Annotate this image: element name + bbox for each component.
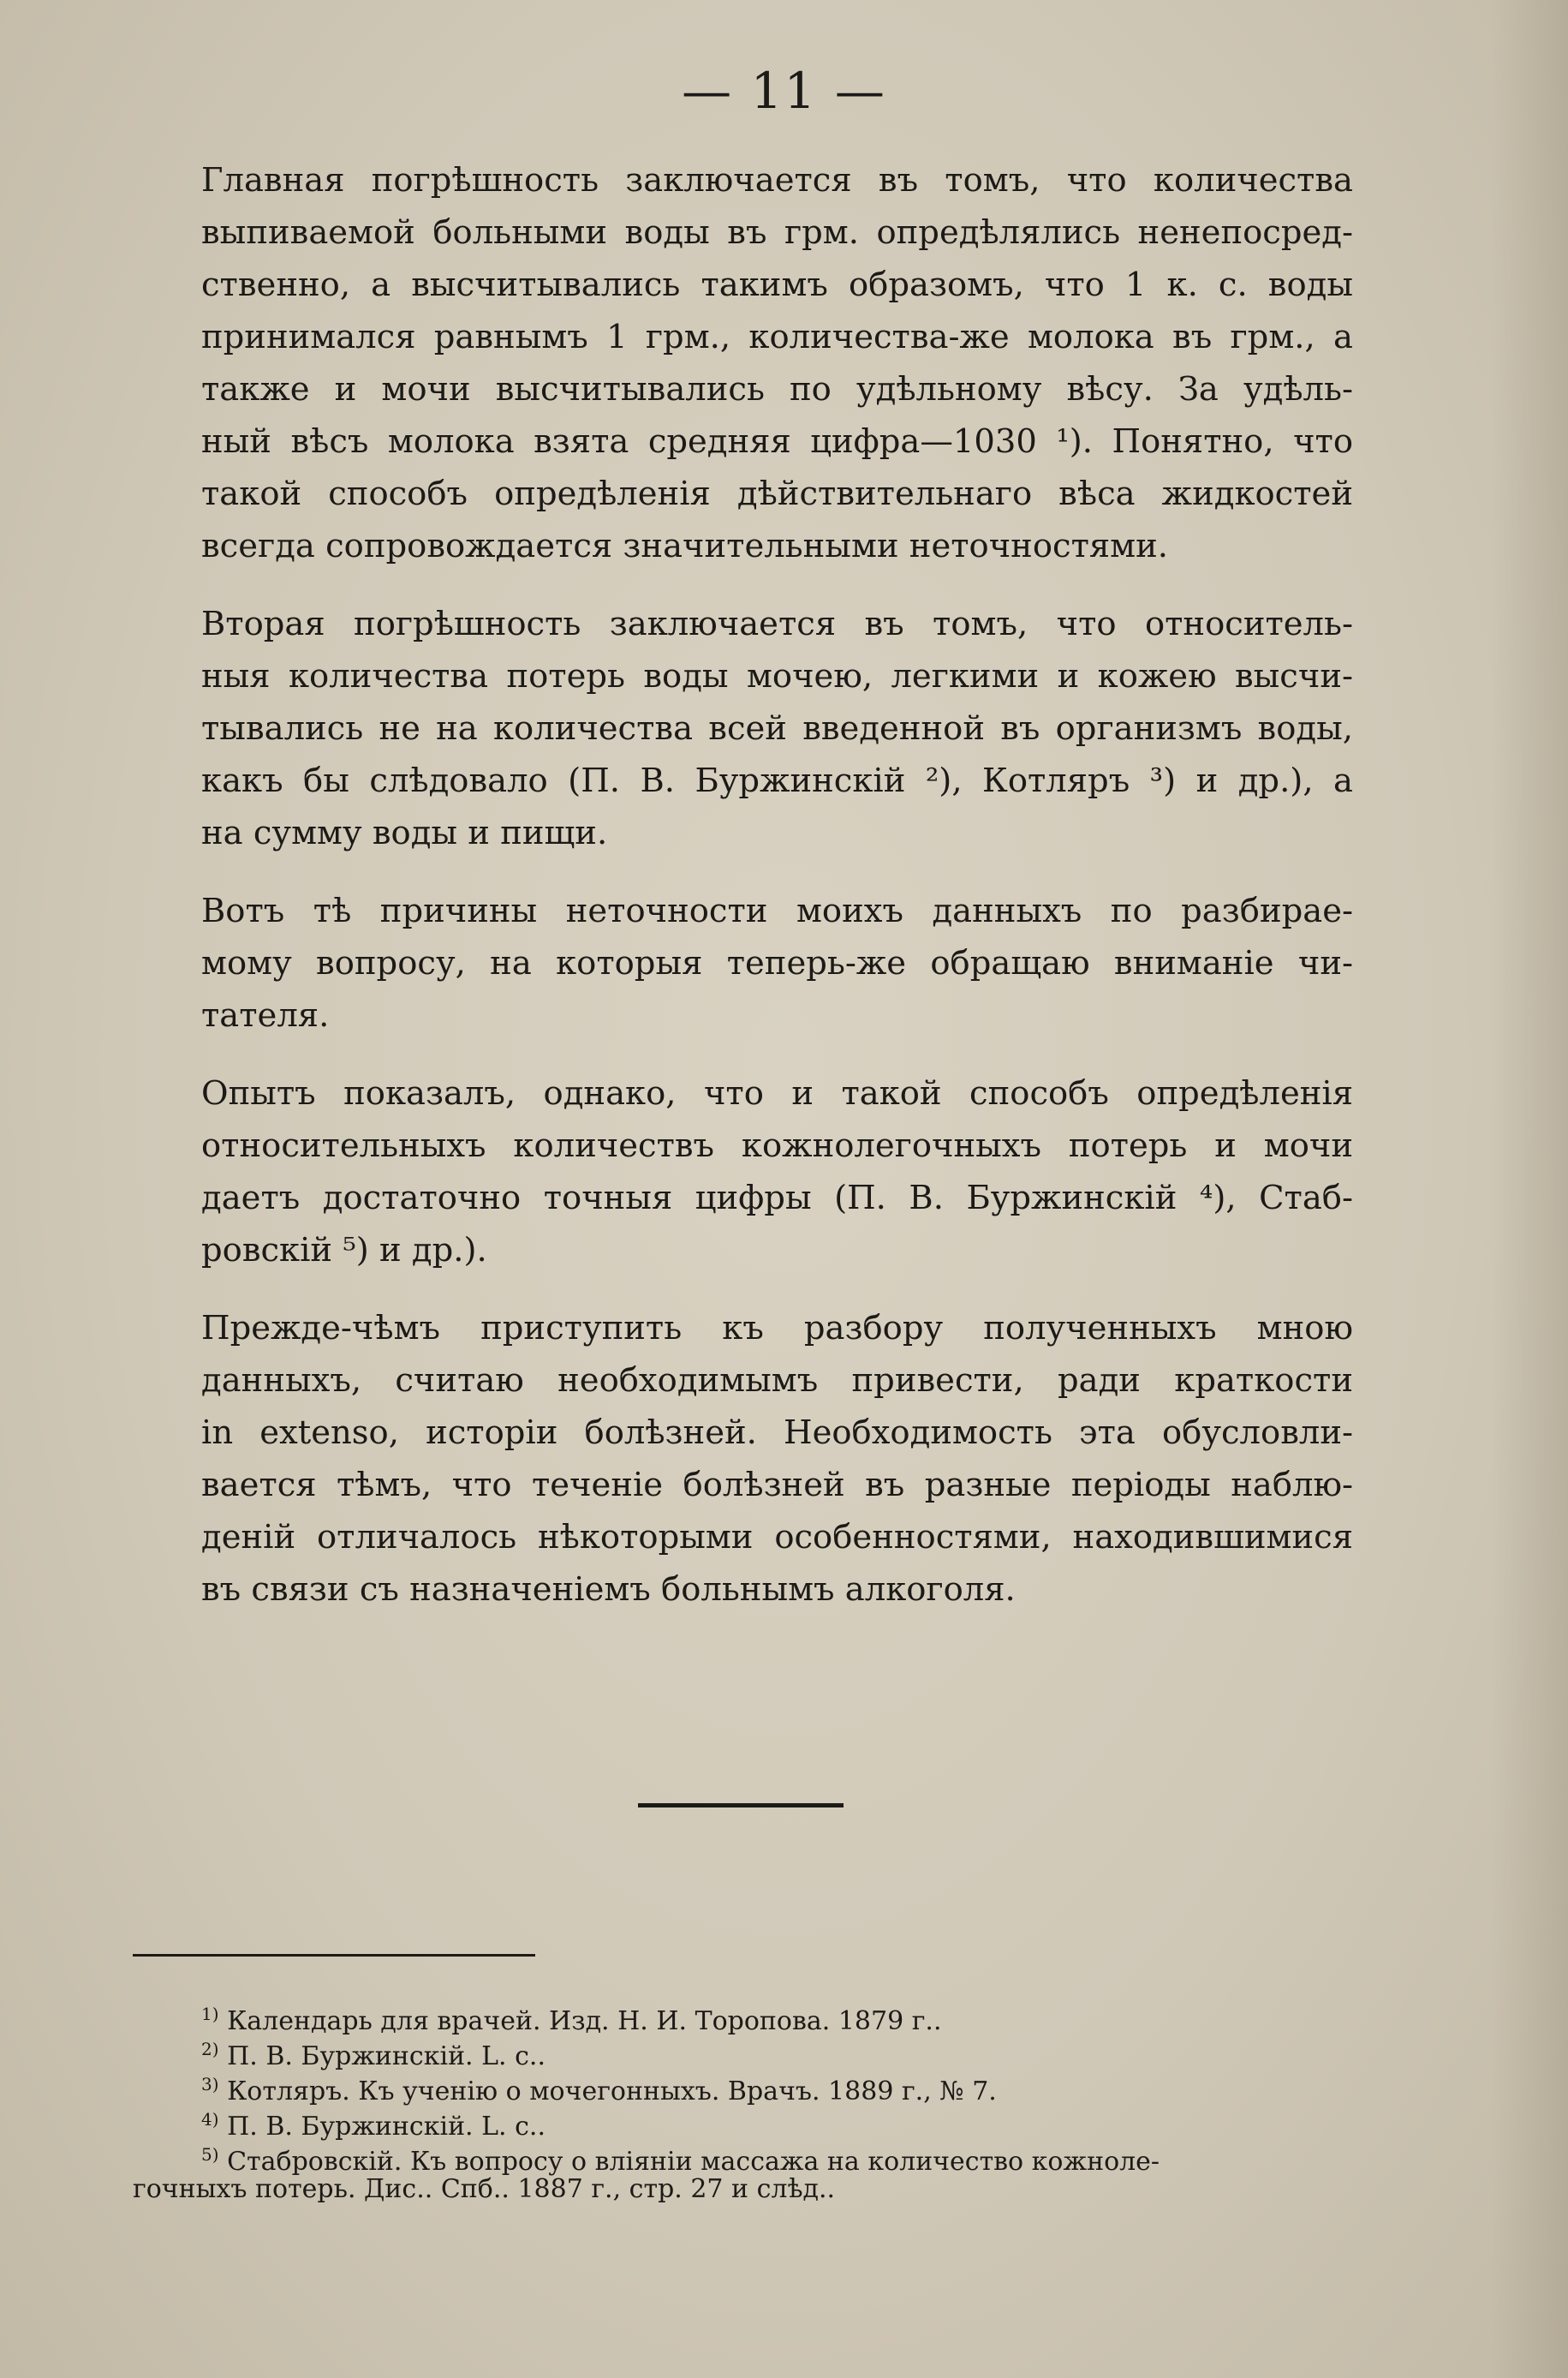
footnote-number: 2)	[201, 2039, 219, 2059]
footnote-3	[133, 2070, 1357, 2106]
text-line: всегда сопровождается значительными неточностями.	[201, 527, 1169, 565]
footnote-number: 3)	[201, 2074, 219, 2094]
footnote-1	[133, 2000, 1357, 2035]
text-line: in extenso, исторіи болѣзней. Необходимость эта обусловли-	[201, 1413, 1353, 1452]
text-line: Опытъ показалъ, однако, что и такой способъ опредѣленія	[201, 1074, 1353, 1113]
paragraph-2	[133, 598, 1353, 859]
text-line: принимался равнымъ 1 грм., количества-же молока въ грм., а	[201, 318, 1353, 356]
footnote-text: Котляръ. Къ ученію о мочегонныхъ. Врачъ. 1889 г., № 7.	[227, 2076, 997, 2106]
text-line: Главная погрѣшность заключается въ томъ, что количества	[201, 161, 1353, 200]
footnote-4	[133, 2106, 1357, 2141]
page-number: — 11 —	[682, 62, 886, 120]
text-line: также и мочи высчитывались по удѣльному вѣсу. За удѣль-	[201, 370, 1353, 409]
text-line: на сумму воды и пищи.	[201, 814, 608, 852]
footnotes	[133, 2000, 1357, 2203]
text-line: мому вопросу, на которыя теперь-же обращаю вниманіе чи-	[201, 944, 1353, 983]
text-line: ный вѣсъ молока взята средняя цифра—1030 ¹). Понятно, что	[201, 422, 1353, 461]
footnote-2	[133, 2035, 1357, 2070]
section-divider	[638, 1803, 844, 1807]
text-line: ственно, а высчитывались такимъ образомъ, что 1 к. с. воды	[201, 266, 1353, 304]
footnote-number: 1)	[201, 2004, 219, 2024]
text-line: тателя.	[201, 996, 330, 1035]
paragraph-3	[133, 885, 1353, 1042]
text-line: даетъ достаточно точныя цифры (П. В. Буржинскій ⁴), Стаб-	[201, 1179, 1353, 1217]
paragraph-5	[133, 1302, 1353, 1616]
paragraph-1	[133, 154, 1353, 572]
text-line: ныя количества потерь воды мочею, легкими и кожею высчи-	[201, 657, 1353, 696]
footnote-text: Стабровскій. Къ вопросу о вліяніи массажа на количество кожноле-	[227, 2147, 1160, 2177]
footnote-number: 5)	[201, 2144, 219, 2165]
footnote-text: гочныхъ потерь. Дис.. Спб.. 1887 г., стр. 27 и слѣд..	[133, 2174, 836, 2204]
footnote-text: П. В. Буржинскій. L. c..	[227, 2112, 546, 2142]
footnote-5-continued	[133, 2176, 1357, 2203]
page-edge-shadow	[1491, 0, 1568, 2378]
text-line: ровскій ⁵) и др.).	[201, 1231, 487, 1270]
text-line: вается тѣмъ, что теченіе болѣзней въ разные періоды наблю-	[201, 1466, 1353, 1504]
footnote-number: 4)	[201, 2109, 219, 2130]
text-line: деній отличалось нѣкоторыми особенностями, находившимися	[201, 1518, 1353, 1556]
footnote-divider	[133, 1954, 535, 1957]
text-line: такой способъ опредѣленія дѣйствительнаго вѣса жидкостей	[201, 475, 1353, 513]
paragraph-4	[133, 1067, 1353, 1276]
text-line: тывались не на количества всей введенной въ организмъ воды,	[201, 709, 1353, 748]
footnote-text: П. В. Буржинскій. L. c..	[227, 2041, 546, 2071]
text-line: Вотъ тѣ причины неточности моихъ данныхъ по разбирае-	[201, 892, 1353, 930]
footnote-5	[133, 2141, 1357, 2176]
text-line: данныхъ, считаю необходимымъ привести, ради краткости	[201, 1361, 1353, 1400]
text-line: въ связи съ назначеніемъ больнымъ алкоголя.	[201, 1570, 1016, 1609]
text-line: Вторая погрѣшность заключается въ томъ, что относитель-	[201, 605, 1353, 643]
footnote-text: Календарь для врачей. Изд. Н. И. Торопова. 1879 г..	[227, 2006, 942, 2036]
text-line: какъ бы слѣдовало (П. В. Буржинскій ²), Котляръ ³) и др.), а	[201, 762, 1353, 800]
text-line: выпиваемой больными воды въ грм. опредѣлялись ненепосред-	[201, 213, 1353, 252]
body-text	[133, 154, 1353, 1641]
text-line: Прежде-чѣмъ приступить къ разбору полученныхъ мною	[201, 1309, 1353, 1347]
text-line: относительныхъ количествъ кожнолегочныхъ потерь и мочи	[201, 1126, 1353, 1165]
